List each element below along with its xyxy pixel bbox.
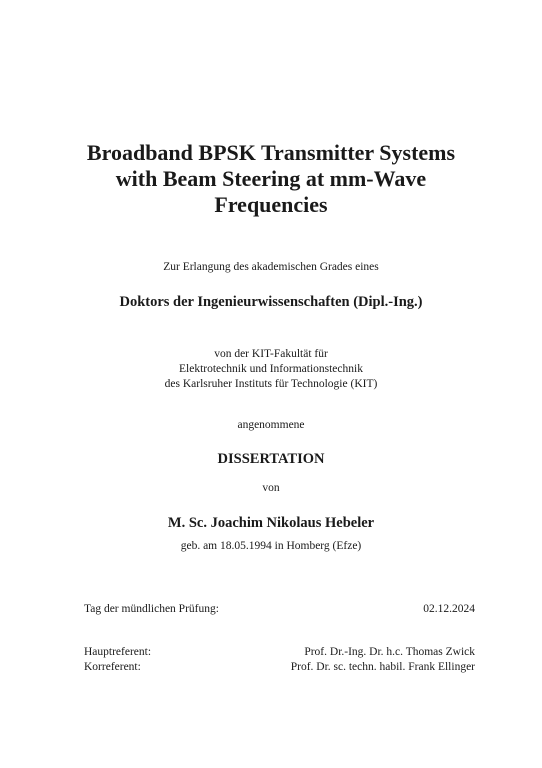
- birth-info: geb. am 18.05.1994 in Homberg (Efze): [180, 540, 362, 552]
- faculty-line-1: von der KIT-Fakultät für: [214, 348, 328, 360]
- exam-date-row: [84, 602, 475, 617]
- faculty-block: [0, 347, 542, 392]
- co-referee-label: Korreferent:: [84, 661, 141, 673]
- faculty-line-2: Elektrotechnik und Informationstechnik: [179, 363, 363, 375]
- by-label: von: [262, 482, 280, 494]
- exam-date-value: 02.12.2024: [423, 603, 475, 615]
- document-type: DISSERTATION: [217, 451, 325, 467]
- author-name: M. Sc. Joachim Nikolaus Hebeler: [167, 515, 375, 531]
- purpose-line: Zur Erlangung des akademischen Grades eines: [163, 261, 379, 273]
- title-line-3: Frequencies: [214, 192, 328, 217]
- main-referee-name: Prof. Dr.-Ing. Dr. h.c. Thomas Zwick: [304, 646, 475, 658]
- accepted-label: angenommene: [237, 419, 305, 431]
- document-title: [0, 140, 542, 218]
- degree-title: Doktors der Ingenieurwissenschaften (Dipl.-Ing.): [119, 294, 423, 310]
- main-referee-label: Hauptreferent:: [84, 646, 152, 658]
- title-line-1: Broadband BPSK Transmitter Systems: [86, 140, 456, 165]
- main-referee-row: [84, 645, 475, 660]
- co-referee-row: [84, 660, 475, 675]
- faculty-line-3: des Karlsruher Instituts für Technologie (KIT): [164, 378, 378, 390]
- co-referee-name: Prof. Dr. sc. techn. habil. Frank Ellinger: [290, 661, 475, 673]
- exam-date-label: Tag der mündlichen Prüfung:: [84, 603, 219, 615]
- title-line-2: with Beam Steering at mm-Wave: [115, 166, 427, 191]
